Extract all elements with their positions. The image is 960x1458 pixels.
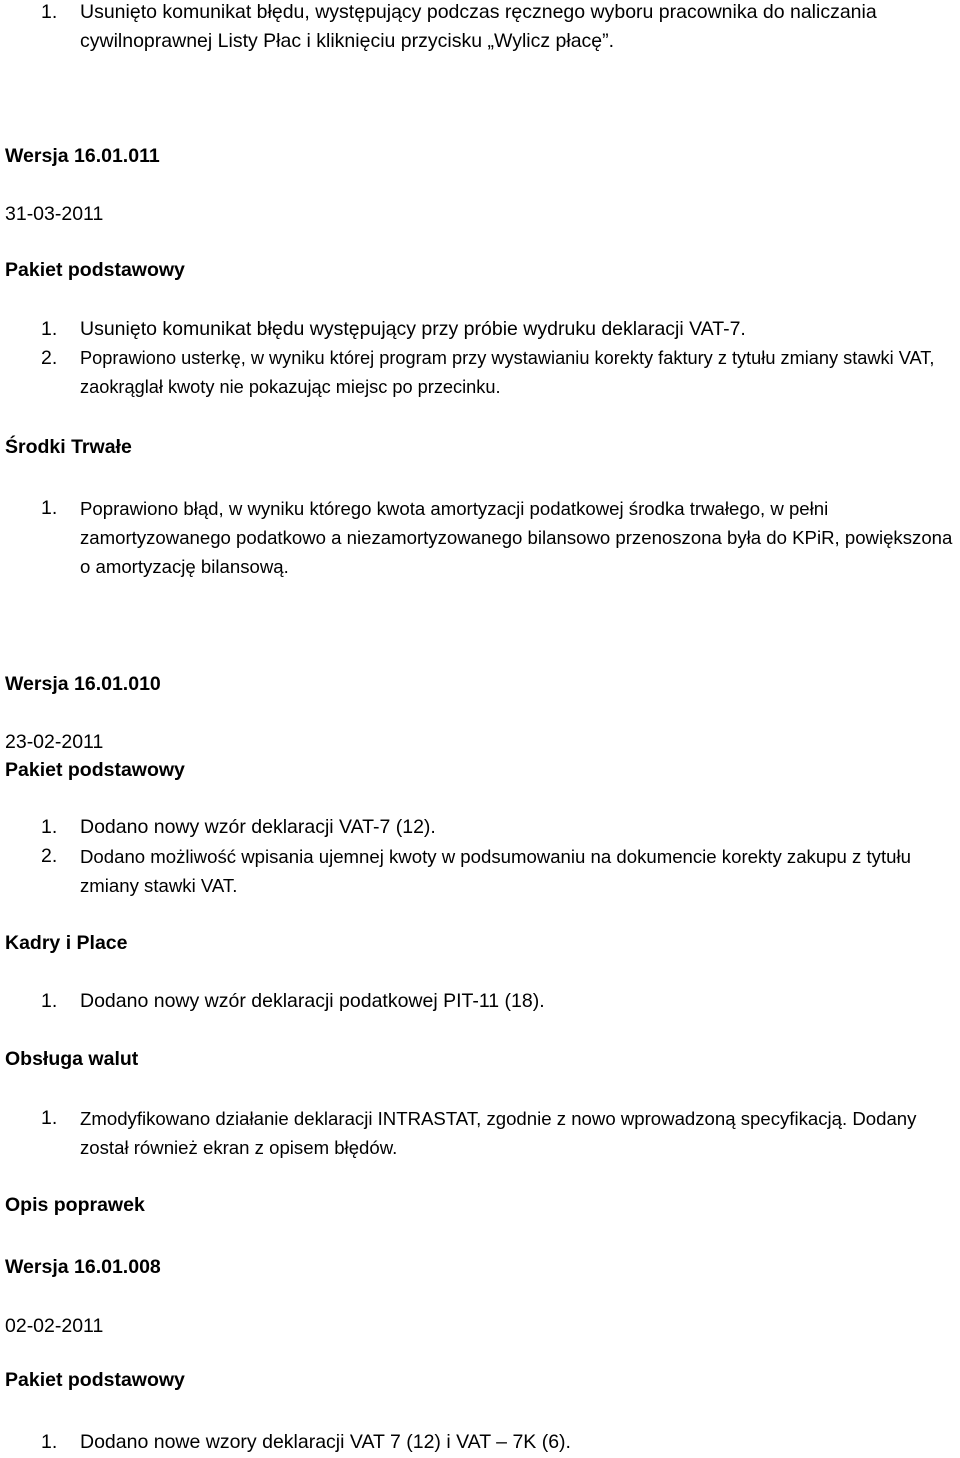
list-item bbox=[0, 315, 960, 344]
section-title: Kadry i Place bbox=[5, 932, 128, 954]
list-item-text: Dodano możliwość wpisania ujemnej kwoty w podsumowaniu na dokumencie korekty zakupu z tytułu zmiany stawki VAT. bbox=[80, 846, 911, 896]
list-item bbox=[0, 1428, 960, 1457]
list-item-number: 2. bbox=[41, 845, 58, 867]
list-item-text: Poprawiono błąd, w wyniku którego kwota amortyzacji podatkowej środka trwałego, w pełni zamortyzowanego podatkowo a niezamortyzowanego bilansowo przenoszona była do KPiR, powiększona o amortyzację bilansową. bbox=[80, 498, 953, 577]
section-title: Opis poprawek bbox=[5, 1194, 145, 1216]
list-item-text: Poprawiono usterkę, w wyniku której program przy wystawianiu korekty faktury z tytułu zmiany stawki VAT, zaokrąglał kwoty nie pokazując miejsc po przecinku. bbox=[80, 348, 935, 397]
version-title: Wersja 16.01.011 bbox=[5, 145, 160, 167]
version-date: 23-02-2011 bbox=[5, 731, 104, 753]
list-item-text: Usunięto komunikat błędu występujący przy próbie wydruku deklaracji VAT-7. bbox=[80, 318, 746, 340]
list-item-number: 1. bbox=[41, 1107, 58, 1129]
list-item-text: Zmodyfikowano działanie deklaracji INTRASTAT, zgodnie z nowo wprowadzoną specyfikacją. Dodany został również ekran z opisem błędów. bbox=[80, 1108, 917, 1158]
list-item-number: 1. bbox=[41, 1431, 58, 1453]
list-item-number: 1. bbox=[41, 497, 58, 519]
list-item bbox=[0, 0, 960, 56]
list-item bbox=[0, 344, 960, 402]
list-item bbox=[0, 987, 960, 1016]
list-item-text: Dodano nowy wzór deklaracji VAT-7 (12). bbox=[80, 816, 436, 838]
list-item bbox=[0, 842, 960, 900]
list-item-number: 1. bbox=[41, 318, 58, 340]
list-item-number: 1. bbox=[41, 1, 58, 23]
list-item-text: Dodano nowy wzór deklaracji podatkowej PIT-11 (18). bbox=[80, 990, 545, 1012]
version-title: Wersja 16.01.010 bbox=[5, 673, 161, 695]
list-item bbox=[0, 494, 960, 581]
list-item-text: Usunięto komunikat błędu, występujący podczas ręcznego wyboru pracownika do naliczania cywilnoprawnej Listy Płac i kliknięciu przycisku „Wylicz płacę”. bbox=[80, 1, 877, 52]
section-title: Środki Trwałe bbox=[5, 436, 132, 458]
package-title: Pakiet podstawowy bbox=[5, 759, 185, 781]
version-date: 31-03-2011 bbox=[5, 203, 104, 225]
package-title: Pakiet podstawowy bbox=[5, 1369, 185, 1391]
list-item-number: 1. bbox=[41, 990, 58, 1012]
package-title: Pakiet podstawowy bbox=[5, 259, 185, 281]
version-title: Wersja 16.01.008 bbox=[5, 1256, 161, 1278]
list-item-text: Dodano nowe wzory deklaracji VAT 7 (12) i VAT – 7K (6). bbox=[80, 1431, 571, 1453]
section-title: Obsługa walut bbox=[5, 1048, 139, 1070]
list-item bbox=[0, 813, 960, 842]
list-item bbox=[0, 1104, 960, 1162]
version-date: 02-02-2011 bbox=[5, 1315, 104, 1337]
list-item-number: 2. bbox=[41, 347, 58, 369]
list-item-number: 1. bbox=[41, 816, 58, 838]
